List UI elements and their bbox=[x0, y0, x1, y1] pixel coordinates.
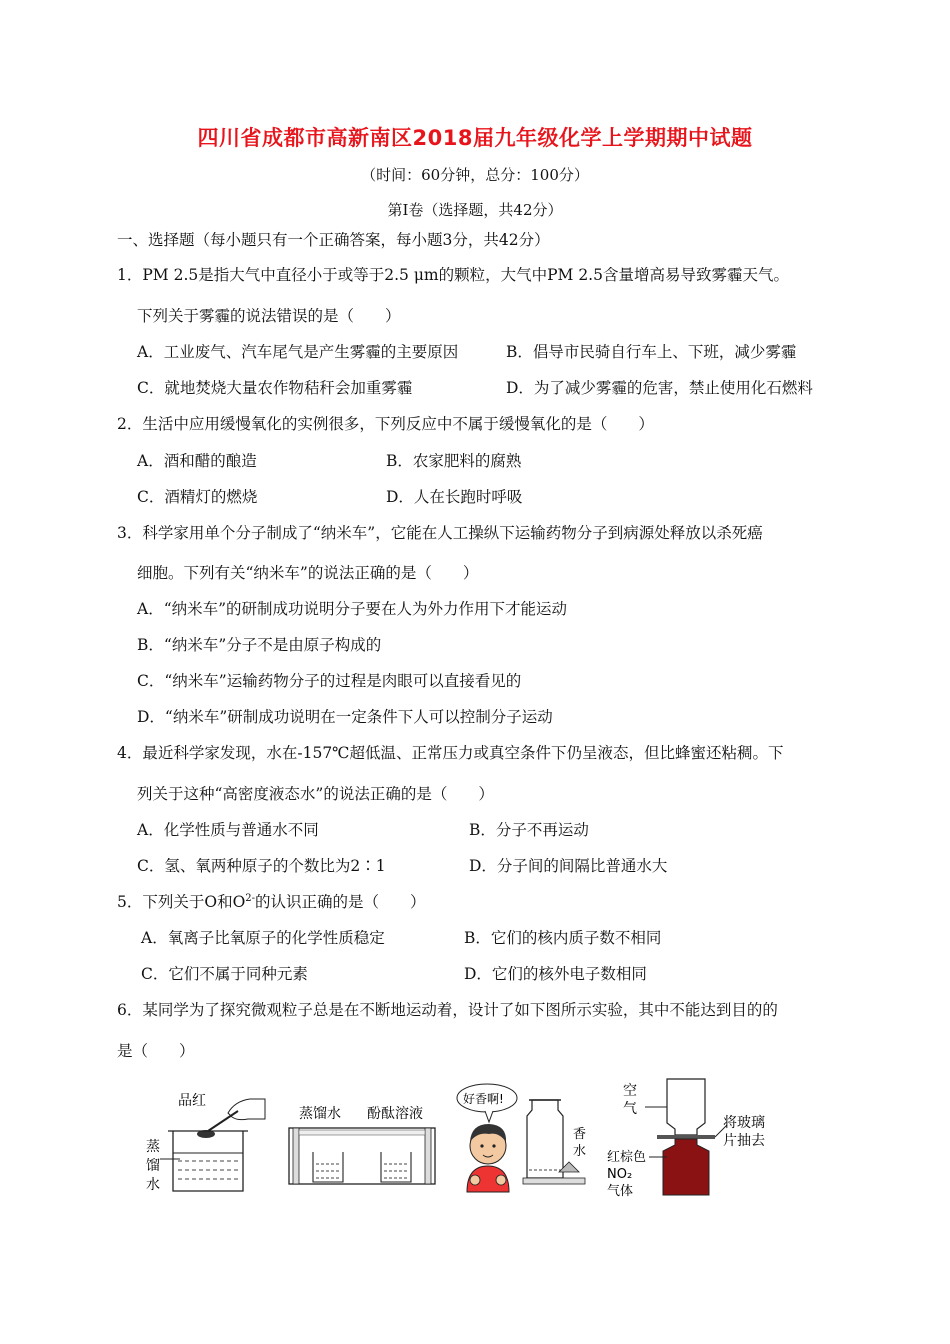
q5-option-b: B．它们的核内质子数不相同 bbox=[464, 929, 662, 947]
fig1-label-side-1: 蒸 bbox=[146, 1139, 160, 1155]
fig3-bubble: 好香啊! bbox=[463, 1092, 504, 1106]
figure-2-bell-jar bbox=[285, 1100, 440, 1190]
q2-option-d: D．人在长跑时呼吸 bbox=[386, 488, 523, 506]
q6-stem: 6．某同学为了探究微观粒子总是在不断地运动着，设计了如下图所示实验，其中不能达到目的的 bbox=[117, 1001, 778, 1019]
q3-option-b: B．“纳米车”分子不是由原子构成的 bbox=[137, 636, 382, 654]
q2-option-a: A．酒和醋的酿造 bbox=[137, 452, 257, 470]
q5-stem bbox=[117, 892, 426, 912]
q3-stem: 3．科学家用单个分子制成了“纳米车”，它能在人工操纵下运输药物分子到病源处释放以杀死癌 bbox=[117, 524, 763, 542]
figure-1-beaker bbox=[140, 1085, 270, 1200]
q3-option-c: C．“纳米车”运输药物分子的过程是肉眼可以直接看见的 bbox=[137, 672, 522, 690]
section-title: 一、选择题（每小题只有一个正确答案，每小题3分，共42分） bbox=[117, 231, 550, 249]
figure-4-no2-jars bbox=[605, 1075, 790, 1200]
fig1-label-side-2: 馏 bbox=[146, 1158, 160, 1174]
q1-option-b: B．倡导市民骑自行车上、下班，减少雾霾 bbox=[506, 343, 797, 361]
q5-stem-post: 的认识正确的是（ ） bbox=[255, 893, 426, 911]
q4-option-c: C．氢、氧两种原子的个数比为2∶1 bbox=[137, 857, 386, 875]
q5-option-c: C．它们不属于同种元素 bbox=[141, 965, 308, 983]
fig4-label-gas-2: NO₂ bbox=[607, 1167, 633, 1182]
fig4-label-glass-2: 片抽去 bbox=[723, 1133, 765, 1149]
fig1-label-side-3: 水 bbox=[146, 1177, 160, 1193]
q2-option-c: C．酒精灯的燃烧 bbox=[137, 488, 258, 506]
q4-option-d: D．分子间的间隔比普通水大 bbox=[469, 857, 668, 875]
q3-option-a: A．“纳米车”的研制成功说明分子要在人为外力作用下才能运动 bbox=[137, 600, 568, 618]
q5-option-d: D．它们的核外电子数相同 bbox=[464, 965, 647, 983]
fig4-label-gas-1: 红棕色 bbox=[607, 1150, 647, 1165]
q1-option-c: C．就地焚烧大量农作物秸秆会加重雾霾 bbox=[137, 379, 413, 397]
part-title: 第Ⅰ卷（选择题，共42分） bbox=[387, 201, 563, 219]
fig4-label-air-2: 气 bbox=[623, 1101, 637, 1117]
q6-stem-cont: 是（ ） bbox=[117, 1042, 195, 1060]
q4-stem-cont: 列关于这种“高密度液态水”的说法正确的是（ ） bbox=[137, 785, 494, 803]
fig2-label-right: 酚酞溶液 bbox=[367, 1106, 423, 1122]
fig4-label-glass-1: 将玻璃 bbox=[723, 1115, 765, 1131]
q2-option-b: B．农家肥料的腐熟 bbox=[386, 452, 522, 470]
q4-stem: 4．最近科学家发现，水在-157℃超低温、正常压力或真空条件下仍呈液态，但比蜂蜜还粘稠。下 bbox=[117, 744, 784, 762]
fig3-label-2: 水 bbox=[573, 1144, 587, 1159]
q4-option-b: B．分子不再运动 bbox=[469, 821, 589, 839]
q3-option-d: D．“纳米车”研制成功说明在一定条件下人可以控制分子运动 bbox=[137, 708, 553, 726]
q1-option-a: A．工业废气、汽车尾气是产生雾霾的主要原因 bbox=[137, 343, 459, 361]
q2-stem: 2．生活中应用缓慢氧化的实例很多，下列反应中不属于缓慢氧化的是（ ） bbox=[117, 415, 654, 433]
time-info: （时间：60分钟，总分：100分） bbox=[361, 166, 589, 184]
q5-stem-pre: 5．下列关于O和O bbox=[117, 893, 246, 911]
fig3-label-1: 香 bbox=[573, 1127, 587, 1142]
q3-stem-cont: 细胞。下列有关“纳米车”的说法正确的是（ ） bbox=[137, 564, 479, 582]
q1-option-d: D．为了减少雾霾的危害，禁止使用化石燃料 bbox=[506, 379, 813, 397]
fig2-label-left: 蒸馏水 bbox=[299, 1106, 341, 1122]
q1-stem-cont: 下列关于雾霾的说法错误的是（ ） bbox=[137, 307, 401, 325]
page-title: 四川省成都市高新南区2018届九年级化学上学期期中试题 bbox=[197, 126, 753, 150]
q5-option-a: A．氧离子比氧原子的化学性质稳定 bbox=[141, 929, 385, 947]
fig4-label-air-1: 空 bbox=[623, 1083, 637, 1099]
fig1-label-top: 品红 bbox=[178, 1093, 206, 1109]
q1-stem: 1．PM 2.5是指大气中直径小于或等于2.5 μm的颗粒，大气中PM 2.5含量增高易导致雾霾天气。 bbox=[117, 266, 789, 284]
figure-3-perfume bbox=[455, 1080, 595, 1195]
q4-option-a: A．化学性质与普通水不同 bbox=[137, 821, 319, 839]
q5-ion-charge: 2- bbox=[245, 892, 256, 904]
fig4-label-gas-3: 气体 bbox=[607, 1184, 634, 1199]
